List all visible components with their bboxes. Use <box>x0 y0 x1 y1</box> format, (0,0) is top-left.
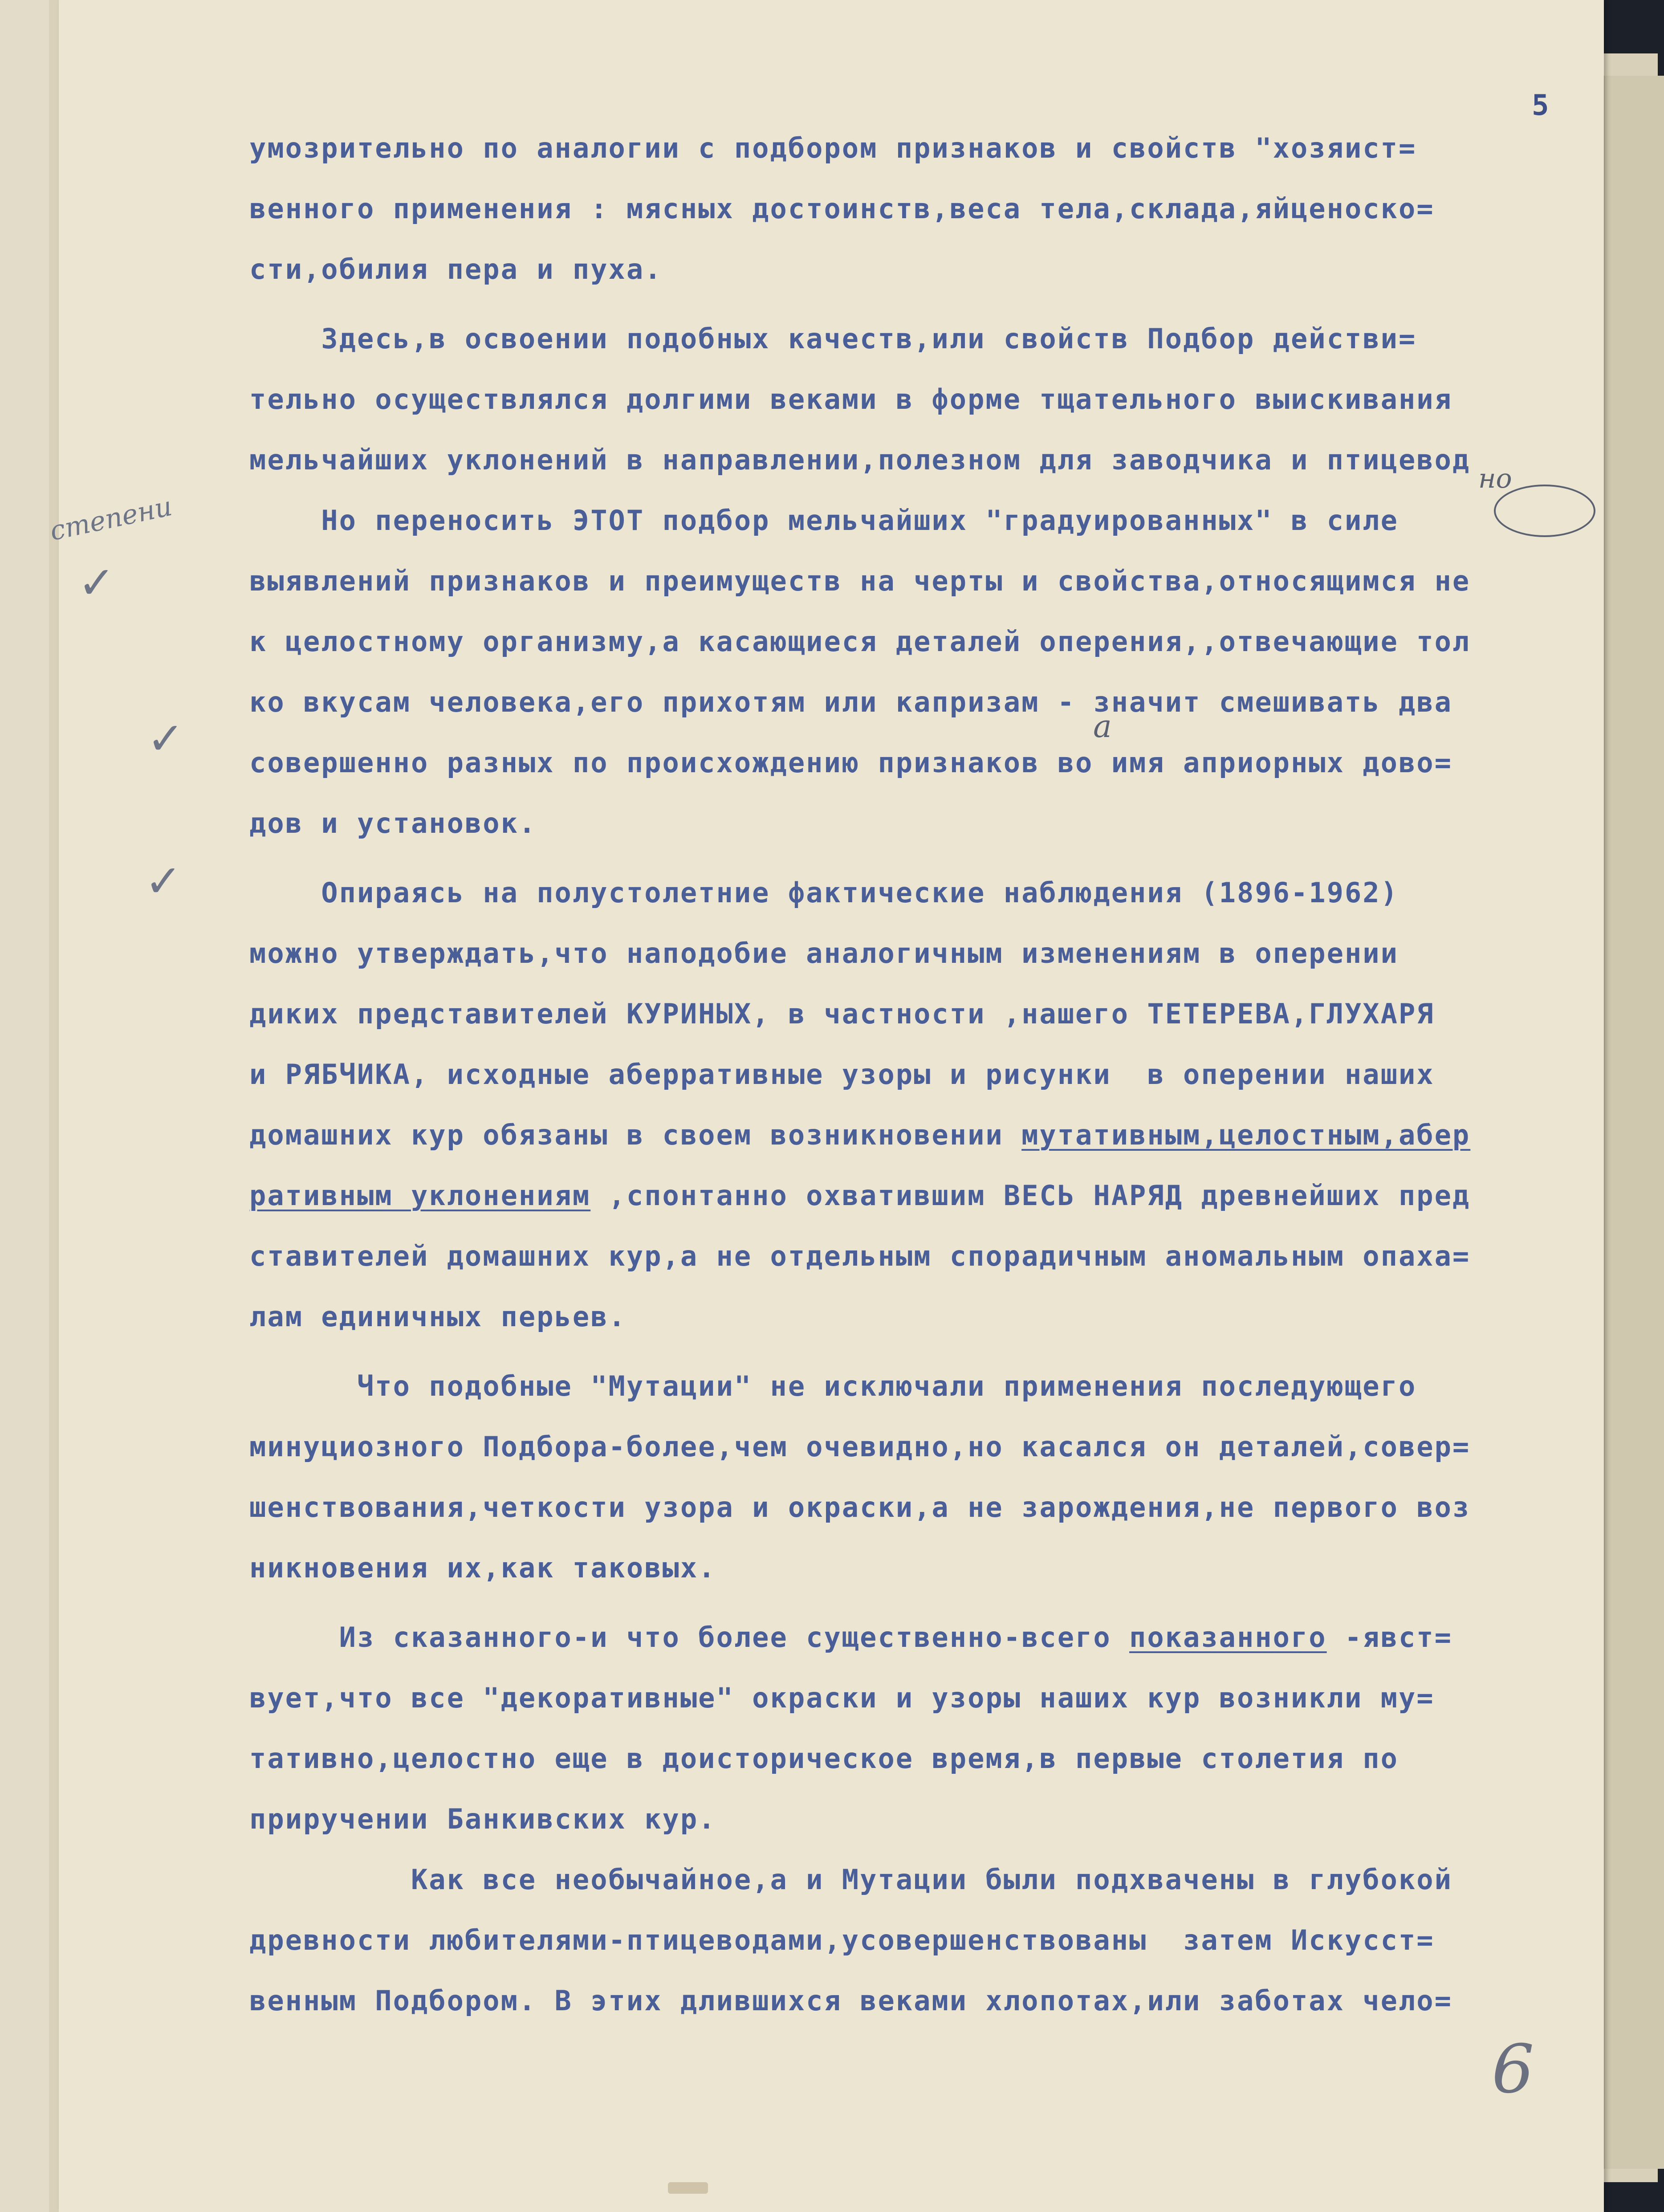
text-segment: домашних кур обязаны в своем возникновении <box>249 1119 1022 1151</box>
text-line: Но переносить ЭТОТ подбор мельчайших "градуированных" в силе <box>249 504 1399 537</box>
text-line: древности любителями-птицеводами,усовершенствованы затем Искусст= <box>249 1924 1435 1956</box>
text-line: сти,обилия пера и пуха. <box>249 253 663 285</box>
text-line: лам единичных перьев. <box>249 1300 627 1333</box>
text-line <box>249 1165 1612 1226</box>
text-line <box>249 1105 1612 1165</box>
text-line: умозрительно по аналогии с подбором признаков и свойств "хозяист= <box>249 132 1417 164</box>
check-mark-icon: ✓ <box>78 557 115 609</box>
text-line: ко вкусам человека,его прихотям или капризам - значит смешивать два <box>249 686 1452 718</box>
text-line: никновения их,как таковых. <box>249 1552 716 1584</box>
text-line: приручении Банкивских кур. <box>249 1803 716 1835</box>
archive-stamp-mark <box>668 2182 708 2194</box>
text-line: диких представителей КУРИНЫХ, в частности ,нашего ТЕТЕРЕВА,ГЛУХАРЯ <box>249 998 1435 1030</box>
text-segment: Из сказанного-и что более существенно-всего <box>249 1621 1130 1654</box>
underlying-page-edge <box>1603 76 1664 2169</box>
text-line: выявлений признаков и преимуществ на черты и свойства,относящимся не <box>249 565 1471 597</box>
text-line <box>249 1607 1612 1668</box>
margin-note: степени <box>47 490 175 547</box>
text-line: Опираясь на полустолетние фактические наблюдения (1896-1962) <box>249 876 1399 909</box>
text-line: шенствования,четкости узора и окраски,а не зарождения,не первого воз <box>249 1491 1471 1524</box>
left-page-edge <box>0 0 52 2212</box>
page-number: 5 <box>1532 89 1549 122</box>
document-body <box>249 118 1612 2031</box>
text-line: Здесь,в освоении подобных качеств,или свойств Подбор действи= <box>249 322 1417 355</box>
text-line: и РЯБЧИКА, исходные аберративные узоры и рисунки в оперении наших <box>249 1058 1435 1091</box>
text-line: мельчайших уклонений в направлении,полезном для заводчика и птицевод <box>249 444 1471 476</box>
text-line: Как все необычайное,а и Мутации были подхвачены в глубокой <box>249 1863 1452 1896</box>
text-line: ставителей домашних кур,а не отдельным спорадичным аномальным опаха= <box>249 1240 1471 1272</box>
underlined-phrase: мутативным,целостным,абер <box>1021 1119 1471 1151</box>
text-line: венного применения : мясных достоинств,веса тела,склада,яйценоско= <box>249 192 1435 225</box>
text-segment: -явст= <box>1326 1621 1452 1654</box>
text-line: венным Подбором. В этих длившихся веками хлопотах,или заботах чело= <box>249 1984 1452 2017</box>
text-segment: ,спонтанно охватившим ВЕСЬ НАРЯД древнейших пред <box>590 1179 1471 1212</box>
text-line: тельно осуществлялся долгими веками в форме тщательного выискивания <box>249 383 1452 416</box>
text-line: вует,что все "декоративные" окраски и узоры наших кур возникли му= <box>249 1682 1435 1714</box>
text-line: к целостному организму,а касающиеся деталей оперения,,отвечающие тол <box>249 625 1471 658</box>
underlined-phrase: показанного <box>1129 1621 1327 1654</box>
handwritten-insert-note: но <box>1478 463 1512 494</box>
text-line: минуциозного Подбора-более,чем очевидно,но касался он деталей,совер= <box>249 1430 1471 1463</box>
text-line: дов и установок. <box>249 807 537 839</box>
handwritten-page-number: 6 <box>1492 2031 1534 2108</box>
check-mark-icon: ✓ <box>145 855 182 907</box>
underlined-phrase: ративным уклонениям <box>249 1179 591 1212</box>
text-line: можно утверждать,что наподобие аналогичным изменениям в оперении <box>249 937 1399 970</box>
handwritten-insert-note: а <box>1093 708 1112 745</box>
text-line: тативно,целостно еще в доисторическое время,в первые столетия по <box>249 1742 1399 1775</box>
check-mark-icon: ✓ <box>147 713 184 765</box>
left-page-edge-shadow <box>49 0 59 2212</box>
text-line: Что подобные "Мутации" не исключали применения последующего <box>249 1370 1417 1402</box>
text-line: совершенно разных по происхождению признаков во имя априорных дово= <box>249 746 1452 779</box>
